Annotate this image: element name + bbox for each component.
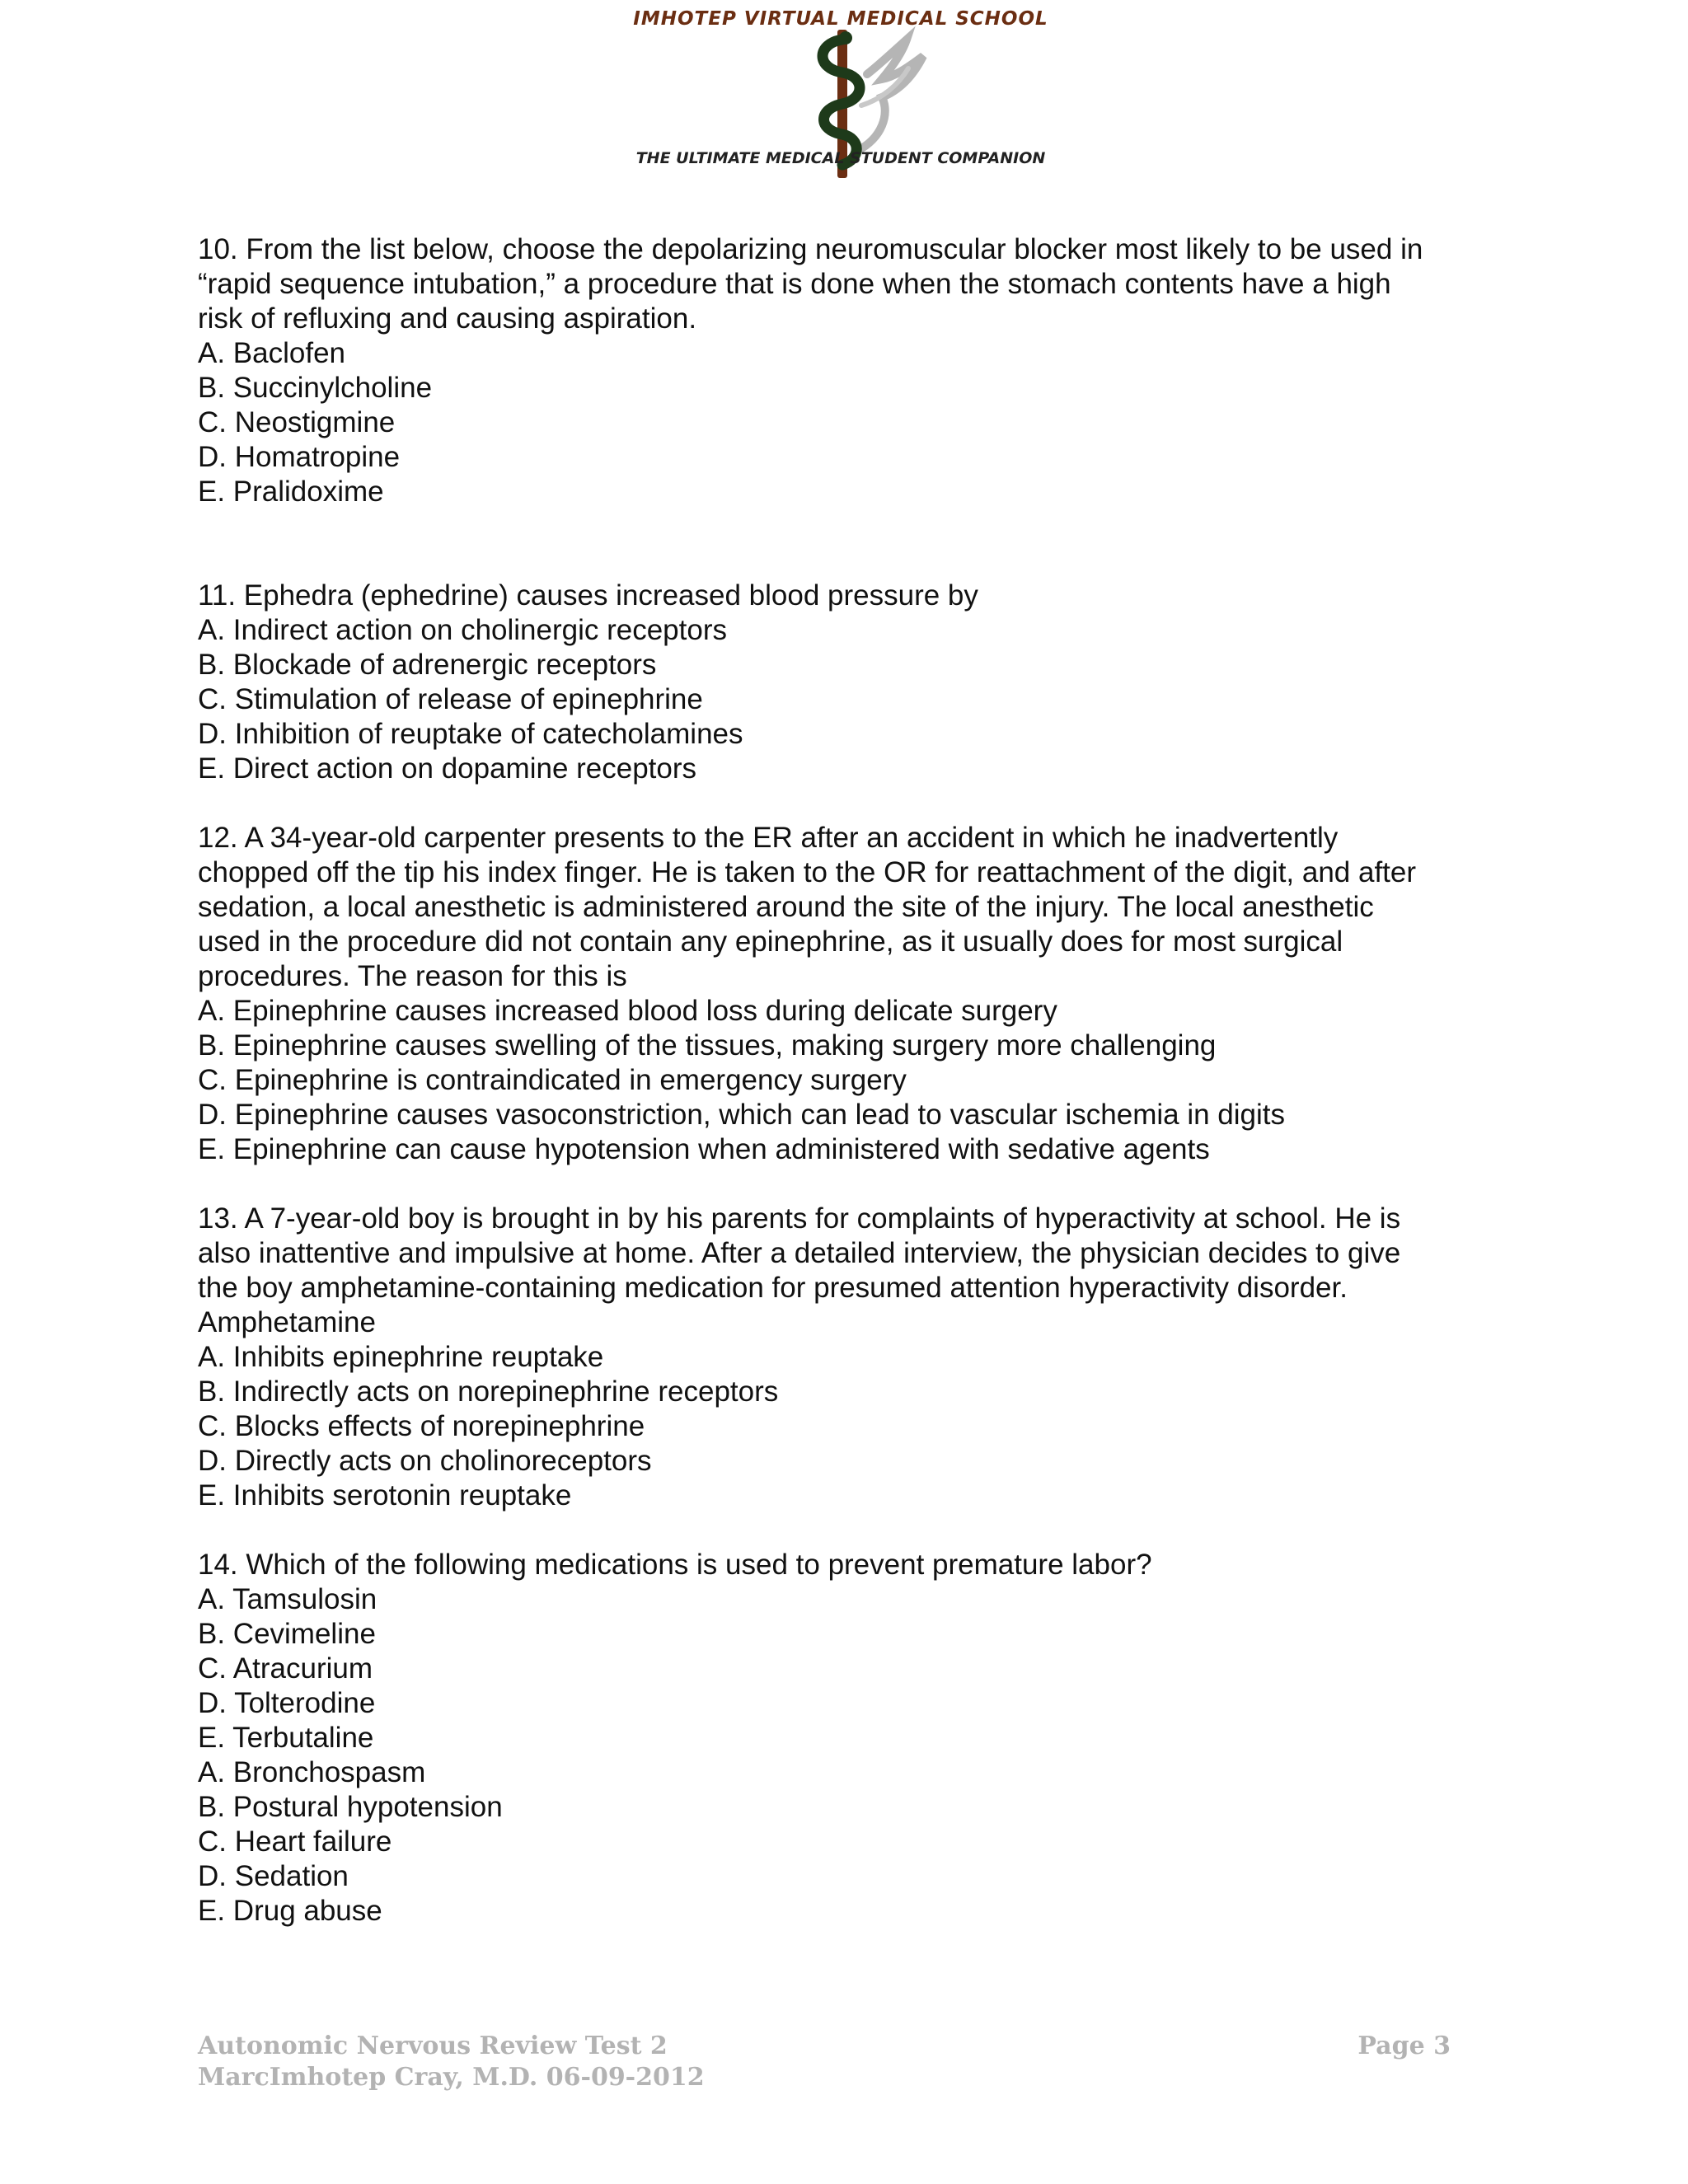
header-logo [610, 7, 1071, 188]
answer-option: A. Tamsulosin [198, 1583, 377, 1615]
question-text-line: chopped off the tip his index finger. He is taken to the OR for reattachment of the digit, and after [198, 856, 1417, 888]
question-text-line: Amphetamine [198, 1306, 376, 1338]
question-text-line: used in the procedure did not contain any epinephrine, as it usually does for most surgical [198, 926, 1343, 958]
question-14 [198, 1548, 1517, 1929]
answer-option: D. Tolterodine [198, 1687, 376, 1719]
school-name: IMHOTEP VIRTUAL MEDICAL SCHOOL [633, 8, 1048, 30]
answer-option: B. Epinephrine causes swelling of the tissues, making surgery more challenging [198, 1029, 1217, 1062]
question-list [198, 232, 1517, 1929]
answer-option: C. Heart failure [198, 1825, 392, 1858]
question-text-line: also inattentive and impulsive at home. After a detailed interview, the physician decides to give [198, 1237, 1401, 1269]
question-text-line: procedures. The reason for this is [198, 960, 627, 992]
answer-option: C. Neostigmine [198, 406, 396, 438]
answer-option: D. Epinephrine causes vasoconstriction, which can lead to vascular ischemia in digits [198, 1099, 1285, 1131]
answer-option: D. Inhibition of reuptake of catecholamines [198, 718, 743, 750]
page-number: Page 3 [1357, 2032, 1451, 2060]
footer-title: Autonomic Nervous Review Test 2 [198, 2032, 668, 2060]
question-text-line: risk of refluxing and causing aspiration. [198, 302, 697, 335]
answer-option: B. Blockade of adrenergic receptors [198, 649, 657, 681]
question-text-line: 10. From the list below, choose the depolarizing neuromuscular blocker most likely to be used in [198, 233, 1423, 265]
answer-option: B. Postural hypotension [198, 1791, 503, 1823]
answer-option: C. Blocks effects of norepinephrine [198, 1410, 645, 1442]
answer-option: C. Epinephrine is contraindicated in emergency surgery [198, 1064, 907, 1096]
answer-option: B. Cevimeline [198, 1618, 376, 1650]
question-12 [198, 821, 1517, 1167]
answer-option: A. Indirect action on cholinergic receptors [198, 614, 727, 646]
question-text-line: 14. Which of the following medications is used to prevent premature labor? [198, 1549, 1152, 1581]
question-11 [198, 579, 1517, 786]
answer-option: E. Epinephrine can cause hypotension when administered with sedative agents [198, 1133, 1210, 1165]
answer-option: B. Indirectly acts on norepinephrine receptors [198, 1376, 779, 1408]
answer-option: A. Bronchospasm [198, 1756, 426, 1788]
question-text-line: “rapid sequence intubation,” a procedure that is done when the stomach contents have a high [198, 268, 1391, 300]
question-text-line: 11. Ephedra (ephedrine) causes increased blood pressure by [198, 579, 978, 612]
footer-author: MarcImhotep Cray, M.D. 06-09-2012 [198, 2063, 705, 2092]
tagline: THE ULTIMATE MEDICAL STUDENT COMPANION [635, 149, 1046, 167]
answer-option: A. Epinephrine causes increased blood loss during delicate surgery [198, 995, 1057, 1027]
question-13 [198, 1202, 1517, 1513]
answer-option: D. Directly acts on cholinoreceptors [198, 1445, 652, 1477]
answer-option: B. Succinylcholine [198, 372, 433, 404]
answer-option: E. Drug abuse [198, 1895, 382, 1927]
answer-option: A. Inhibits epinephrine reuptake [198, 1341, 604, 1373]
question-text-line: the boy amphetamine-containing medication for presumed attention hyperactivity disorder. [198, 1272, 1348, 1304]
question-text-line: sedation, a local anesthetic is administered around the site of the injury. The local anesthetic [198, 891, 1374, 923]
answer-option: D. Sedation [198, 1860, 349, 1892]
answer-option: E. Pralidoxime [198, 476, 384, 508]
answer-option: C. Stimulation of release of epinephrine [198, 683, 703, 715]
answer-option: E. Direct action on dopamine receptors [198, 752, 697, 785]
answer-option: E. Inhibits serotonin reuptake [198, 1479, 572, 1511]
answer-option: A. Baclofen [198, 337, 345, 369]
page-footer [198, 2031, 1451, 2093]
answer-option: E. Terbutaline [198, 1722, 374, 1754]
question-text-line: 12. A 34-year-old carpenter presents to the ER after an accident in which he inadvertently [198, 822, 1339, 854]
question-10 [198, 232, 1517, 509]
question-text-line: 13. A 7-year-old boy is brought in by his parents for complaints of hyperactivity at school. He is [198, 1202, 1401, 1235]
answer-option: D. Homatropine [198, 441, 401, 473]
answer-option: C. Atracurium [198, 1652, 373, 1685]
